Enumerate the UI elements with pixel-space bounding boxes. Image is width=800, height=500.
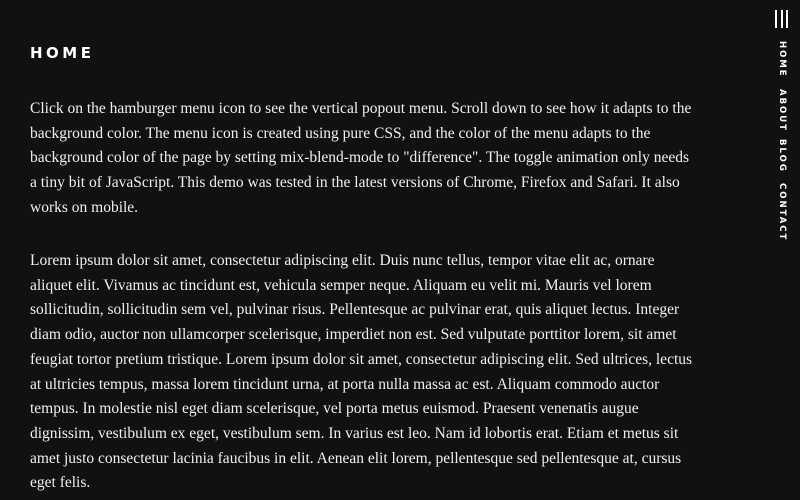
lorem-paragraph: Lorem ipsum dolor sit amet, consectetur adipiscing elit. Duis nunc tellus, tempor vitae elit ac, ornare aliquet elit. Vivamus ac tincidunt est, vehicula semper neque. Aliquam eu velit mi. Mauris vel lorem sollicitudin, sollicitudin sem vel, pulvinar risus. Pellentesque ac pulvinar erat, quis aliquet lectus. Integer diam odio, auctor non ullamcorper scelerisque, imperdiet non est. Sed vulputate porttitor lorem, sit amet feugiat tortor pretium tristique. Lorem ipsum dolor sit amet, consectetur adipiscing elit. Sed ultrices, lectus at ultricies tempus, massa lorem tincidunt urna, at porta nulla massa ac est. Aliquam commodo auctor tempus. In molestie nisl eget diam scelerisque, vel porta metus euismod. Praesent venenatis augue dignissim, vestibulum ex eget, vestibulum sem. In varius est leo. Nam id lobortis erat. Etiam et metus sit amet justo consectetur lacinia faucibus in elit. Aenean elit lorem, pellentesque sed pellentesque at, cursus eget felis. bbox=[30, 252, 693, 492]
nav-item-about[interactable]: ABOUT bbox=[777, 89, 787, 132]
hamburger-bar bbox=[775, 10, 777, 28]
nav-item-home[interactable]: HOME bbox=[777, 41, 787, 78]
page-title: HOME bbox=[30, 44, 95, 62]
hamburger-bar bbox=[781, 10, 783, 28]
nav-item-blog[interactable]: BLOG bbox=[777, 139, 787, 173]
hamburger-bar bbox=[786, 10, 788, 28]
vertical-nav bbox=[776, 41, 790, 241]
intro-paragraph: Click on the hamburger menu icon to see the vertical popout menu. Scroll down to see how it adapts to the background color. The menu icon is created using pure CSS, and the color of the menu adapts to the background color of the page by setting mix-blend-mode to "difference". The toggle animation only needs a tiny bit of JavaScript. This demo was tested in the latest versions of Chrome, Firefox and Safari. It also works on mobile. bbox=[30, 100, 692, 216]
nav-item-contact[interactable]: CONTACT bbox=[777, 183, 787, 242]
hamburger-icon[interactable] bbox=[775, 10, 788, 28]
